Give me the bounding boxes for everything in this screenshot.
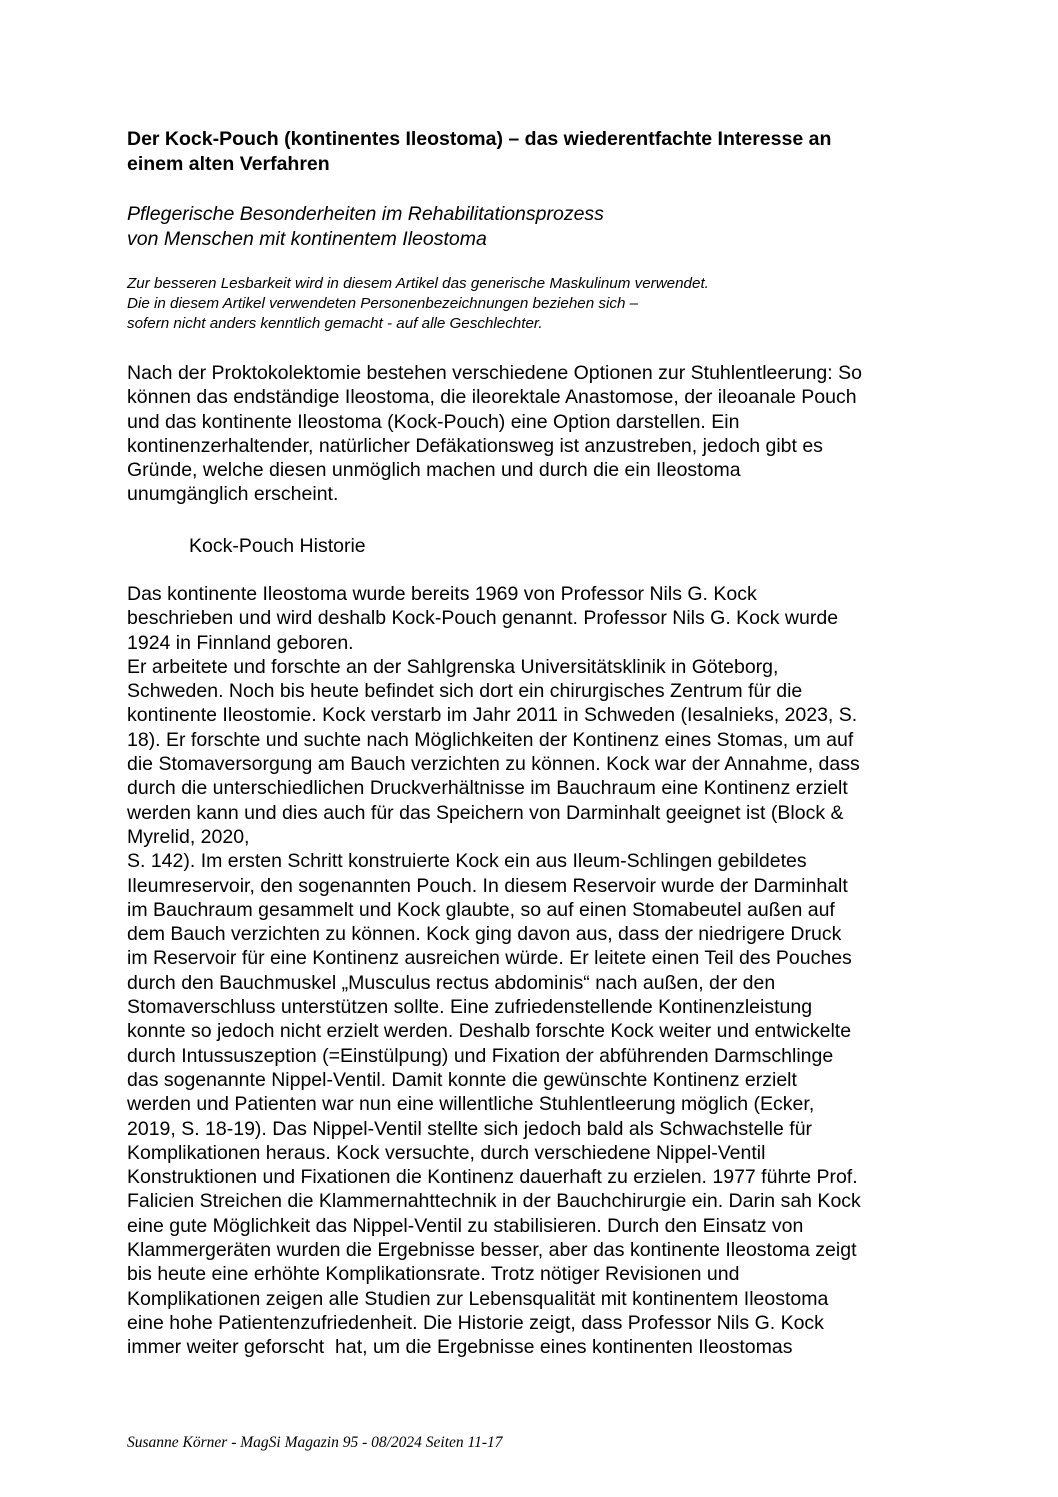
body-line: im Reservoir für eine Kontinenz ausreichen würde. Er leitete einen Teil des Pouches bbox=[127, 947, 852, 970]
article-title bbox=[127, 127, 927, 177]
body-line: Ileumreservoir, den sogenannten Pouch. In diesem Reservoir wurde der Darminhalt bbox=[127, 874, 848, 897]
body-line: beschrieben und wird deshalb Kock-Pouch genannt. Professor Nils G. Kock wurde bbox=[127, 607, 839, 630]
body-line: dem Bauch verzichten zu können. Kock ging davon aus, dass der niedrigere Druck bbox=[127, 923, 842, 946]
body-line: 2019, S. 18-19). Das Nippel-Ventil stellte sich jedoch bald als Schwachstelle für bbox=[127, 1117, 813, 1140]
section-heading: Kock-Pouch Historie bbox=[189, 535, 366, 557]
body-line: Myrelid, 2020, bbox=[127, 825, 250, 848]
body-line: Stomaverschluss unterstützen sollte. Eine zufriedenstellende Kontinenzleistung bbox=[127, 996, 813, 1019]
note-line: sofern nicht anders kenntlich gemacht - auf alle Geschlechter. bbox=[127, 315, 543, 332]
intro-line: Nach der Proktokolektomie bestehen verschiedene Optionen zur Stuhlentleerung: So bbox=[127, 362, 862, 384]
body-line: konnte so jedoch nicht erzielt werden. Deshalb forschte Kock weiter und entwickelte bbox=[127, 1020, 852, 1043]
title-line: einem alten Verfahren bbox=[127, 153, 330, 175]
body-line: werden und Patienten war nun eine willentliche Stuhlentleerung möglich (Ecker, bbox=[127, 1093, 815, 1116]
body-line: Konstruktionen und Fixationen die Kontinenz dauerhaft zu erzielen. 1977 führte Prof. bbox=[127, 1166, 858, 1189]
body-line: werden kann und dies auch für das Speichern von Darminhalt geeignet ist (Block & bbox=[127, 801, 844, 824]
body-line: immer weiter geforscht hat, um die Ergebnisse eines kontinenten Ileostomas bbox=[127, 1336, 793, 1359]
page-footer: Susanne Körner - MagSi Magazin 95 - 08/2024 Seiten 11-17 bbox=[127, 1434, 503, 1451]
body-line: das sogenannte Nippel-Ventil. Damit konnte die gewünschte Kontinenz erzielt bbox=[127, 1068, 797, 1091]
body-line: durch den Bauchmuskel „Musculus rectus abdominis“ nach außen, der den bbox=[127, 971, 776, 994]
body-line: die Stomaversorgung am Bauch verzichten zu können. Kock war der Annahme, dass bbox=[127, 753, 860, 776]
body-line: im Bauchraum gesammelt und Kock glaubte, so auf einen Stomabeutel außen auf bbox=[127, 898, 835, 921]
body-line: 1924 in Finnland geboren. bbox=[127, 631, 354, 654]
intro-line: unumgänglich erscheint. bbox=[127, 483, 339, 506]
note-line: Die in diesem Artikel verwendeten Personenbezeichnungen beziehen sich – bbox=[127, 295, 639, 312]
body-line: eine hohe Patientenzufriedenheit. Die Historie zeigt, dass Professor Nils G. Kock bbox=[127, 1311, 824, 1334]
body-line: Komplikationen heraus. Kock versuchte, durch verschiedene Nippel-Ventil bbox=[127, 1141, 766, 1164]
intro-line: und das kontinente Ileostoma (Kock-Pouch) eine Option darstellen. Ein bbox=[127, 410, 740, 433]
article-subtitle bbox=[127, 202, 927, 252]
subtitle-line: Pflegerische Besonderheiten im Rehabilitationsprozess bbox=[127, 203, 604, 225]
body-line: Das kontinente Ileostoma wurde bereits 1969 von Professor Nils G. Kock bbox=[127, 583, 757, 605]
body-line: Er arbeitete und forschte an der Sahlgrenska Universitätsklinik in Göteborg, bbox=[127, 655, 779, 678]
subtitle-line: von Menschen mit kontinentem Ileostoma bbox=[127, 228, 487, 250]
note-line: Zur besseren Lesbarkeit wird in diesem Artikel das generische Maskulinum verwendet. bbox=[127, 275, 709, 292]
readability-note bbox=[127, 274, 927, 334]
body-line: durch Intussuszeption (=Einstülpung) und Fixation der abführenden Darmschlinge bbox=[127, 1044, 834, 1067]
intro-line: Gründe, welche diesen unmöglich machen und durch die ein Ileostoma bbox=[127, 459, 741, 482]
body-line: Komplikationen zeigen alle Studien zur Lebensqualität mit kontinentem Ileostoma bbox=[127, 1287, 829, 1310]
intro-line: kontinenzerhaltender, natürlicher Defäkationsweg ist anzustreben, jedoch gibt es bbox=[127, 434, 823, 457]
intro-line: können das endständige Ileostoma, die ileorektale Anastomose, der ileoanale Pouch bbox=[127, 386, 857, 409]
body-line: Schweden. Noch bis heute befindet sich dort ein chirurgisches Zentrum für die bbox=[127, 680, 803, 703]
body-text bbox=[127, 582, 947, 1360]
body-line: 18). Er forschte und suchte nach Möglichkeiten der Kontinenz eines Stomas, um auf bbox=[127, 728, 854, 751]
body-line: Falicien Streichen die Klammernahttechnik in der Bauchchirurgie ein. Darin sah Kock bbox=[127, 1190, 861, 1213]
body-line: S. 142). Im ersten Schritt konstruierte Kock ein aus Ileum-Schlingen gebildetes bbox=[127, 850, 807, 873]
title-line: Der Kock-Pouch (kontinentes Ileostoma) – das wiederentfachte Interesse an bbox=[127, 128, 832, 150]
body-line: kontinente Ileostomie. Kock verstarb im Jahr 2011 in Schweden (Iesalnieks, 2023, S. bbox=[127, 704, 858, 727]
body-line: durch die unterschiedlichen Druckverhältnisse im Bauchraum eine Kontinenz erzielt bbox=[127, 777, 848, 800]
body-line: Klammergeräten wurden die Ergebnisse besser, aber das kontinente Ileostoma zeigt bbox=[127, 1239, 857, 1262]
intro-paragraph bbox=[127, 361, 947, 507]
body-line: bis heute eine erhöhte Komplikationsrate. Trotz nötiger Revisionen und bbox=[127, 1263, 740, 1286]
body-line: eine gute Möglichkeit das Nippel-Ventil zu stabilisieren. Durch den Einsatz von bbox=[127, 1214, 804, 1237]
